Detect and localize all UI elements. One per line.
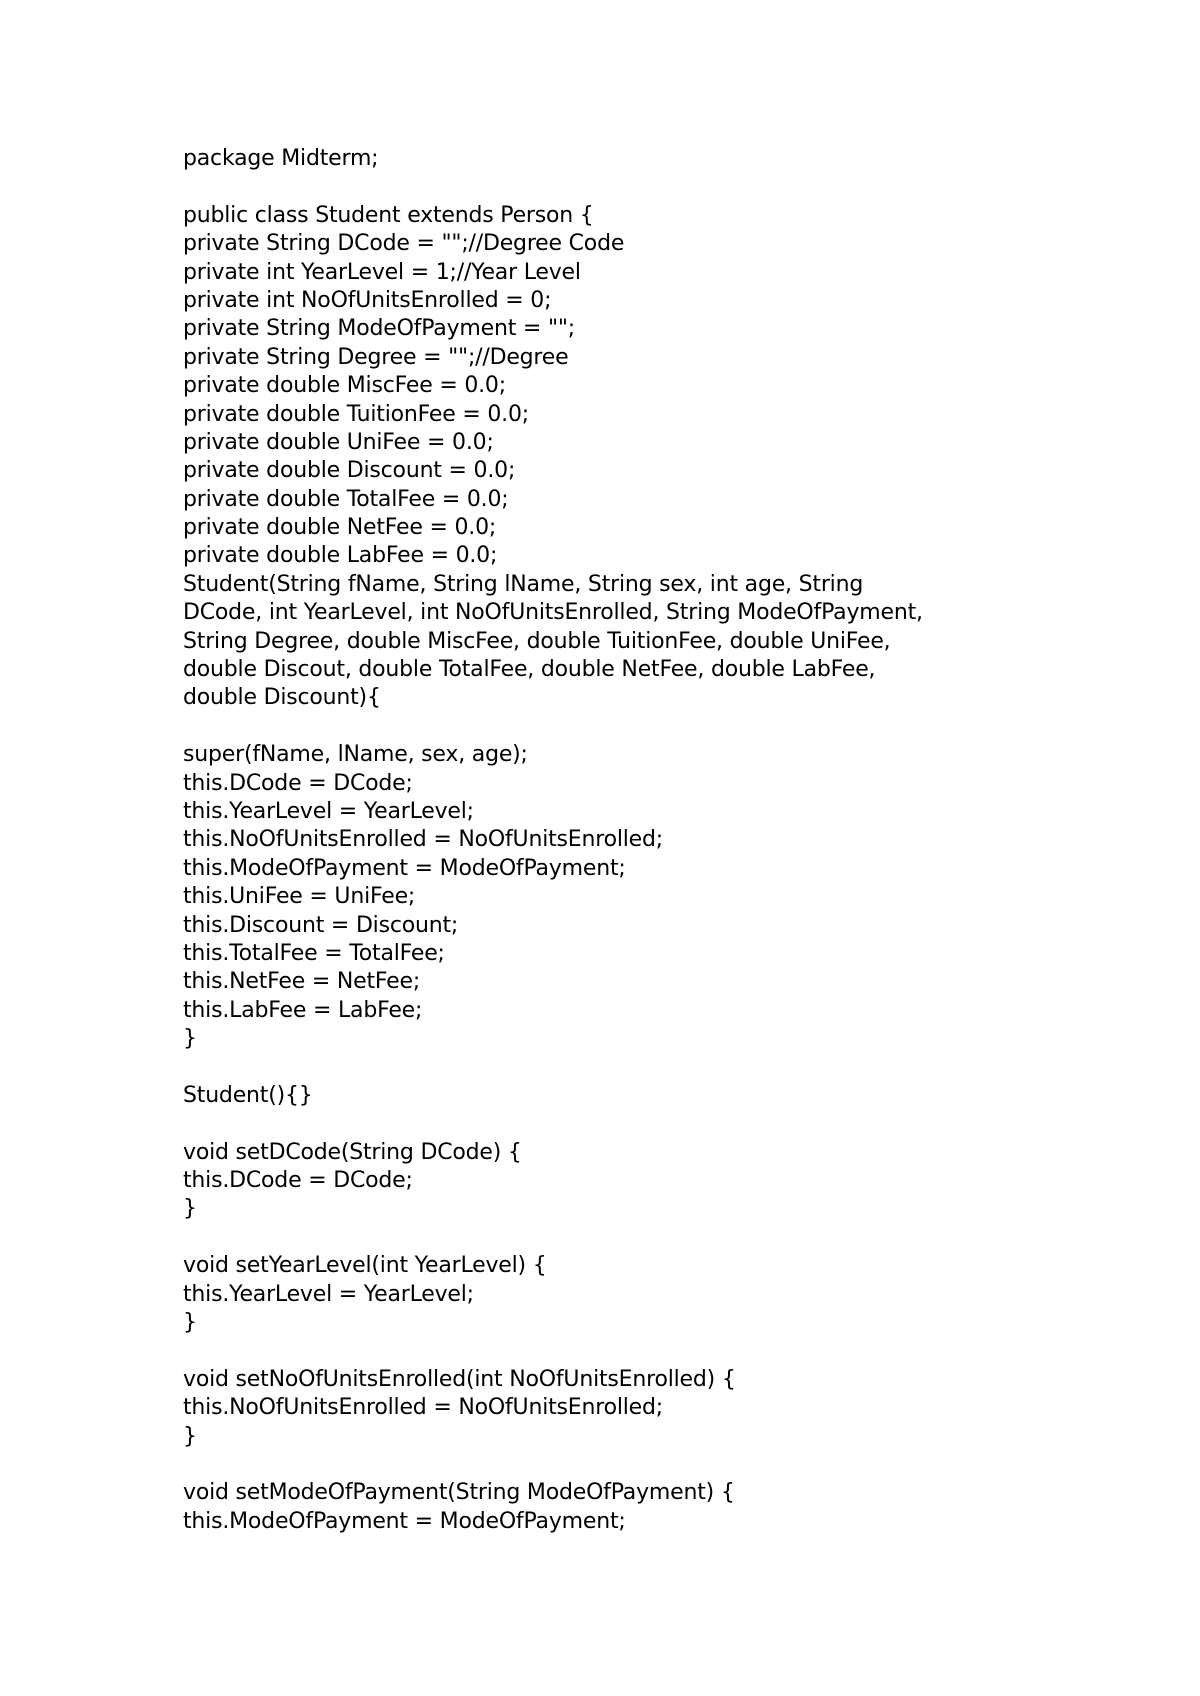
code-line: this.LabFee = LabFee; [183,997,423,1023]
code-line: } [183,1310,197,1336]
code-line: private double LabFee = 0.0; [183,543,498,569]
code-line: super(fName, lName, sex, age); [183,742,528,768]
code-line: DCode, int YearLevel, int NoOfUnitsEnrolled, String ModeOfPayment, [183,600,923,626]
code-line: this.YearLevel = YearLevel; [183,798,474,824]
code-line: this.Discount = Discount; [183,912,459,938]
code-line: this.NoOfUnitsEnrolled = NoOfUnitsEnrolled; [183,827,663,853]
code-line: package Midterm; [183,146,379,171]
code-line: } [183,1026,197,1052]
code-line: void setNoOfUnitsEnrolled(int NoOfUnitsEnrolled) { [183,1366,736,1392]
code-line: this.ModeOfPayment = ModeOfPayment; [183,855,626,881]
code-line [183,1224,1083,1252]
code-line: Student(String fName, String lName, String sex, int age, String [183,571,864,597]
code-line: this.NetFee = NetFee; [183,969,421,995]
code-line: this.DCode = DCode; [183,770,413,796]
code-line: double Discout, double TotalFee, double NetFee, double LabFee, [183,657,876,683]
code-line: this.YearLevel = YearLevel; [183,1281,474,1307]
code-line [183,1110,1083,1138]
code-line: } [183,1196,197,1222]
code-line: } [183,1423,197,1449]
code-line [183,1337,1083,1365]
code-line: this.UniFee = UniFee; [183,884,416,910]
code-line: private int YearLevel = 1;//Year Level [183,259,581,285]
code-line: public class Student extends Person { [183,202,594,228]
code-line: this.ModeOfPayment = ModeOfPayment; [183,1508,626,1534]
code-line: private double NetFee = 0.0; [183,515,497,541]
code-line: private double MiscFee = 0.0; [183,373,506,399]
code-line [183,713,1083,741]
code-line [183,173,1083,201]
code-line: private double Discount = 0.0; [183,458,516,484]
code-line: void setYearLevel(int YearLevel) { [183,1253,547,1279]
code-line [183,1054,1083,1082]
code-line: this.NoOfUnitsEnrolled = NoOfUnitsEnrolled; [183,1395,663,1421]
code-line: private int NoOfUnitsEnrolled = 0; [183,287,552,313]
code-line: void setDCode(String DCode) { [183,1139,522,1165]
code-line: void setModeOfPayment(String ModeOfPayment) { [183,1480,735,1506]
code-text-block [183,145,1083,1536]
code-line: private double TuitionFee = 0.0; [183,401,529,427]
code-line: private String DCode = "";//Degree Code [183,231,625,257]
code-line: String Degree, double MiscFee, double TuitionFee, double UniFee, [183,628,891,654]
code-line [183,1451,1083,1479]
code-line: private double TotalFee = 0.0; [183,486,509,512]
code-line: this.TotalFee = TotalFee; [183,940,445,966]
code-line: double Discount){ [183,685,381,711]
code-line: private String Degree = "";//Degree [183,344,569,370]
code-line: Student(){} [183,1082,313,1108]
code-line: this.DCode = DCode; [183,1168,413,1194]
code-line: private double UniFee = 0.0; [183,429,494,455]
code-line: private String ModeOfPayment = ""; [183,316,576,342]
